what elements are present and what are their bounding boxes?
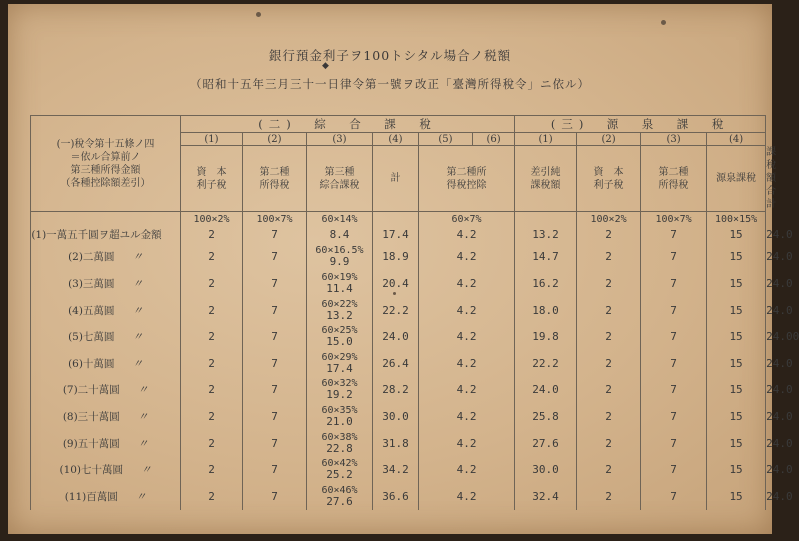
capital-interest-tax-cell: 2 [181, 403, 243, 430]
source-withholding-tax-cell: 15 [707, 243, 766, 270]
source-capital-interest-tax-cell: 2 [577, 377, 641, 404]
col-number: (4) [373, 133, 419, 146]
source-capital-interest-tax-cell: 2 [577, 403, 641, 430]
third-class-formula: 60×19% [321, 271, 358, 283]
formula-cell [515, 212, 577, 227]
col-header-source-second-class-tax: 第二種 所得稅 [641, 146, 707, 212]
total-cell: 18.9 [373, 243, 419, 270]
source-withholding-tax-cell: 15 [707, 323, 766, 350]
source-capital-interest-tax-cell: 2 [577, 270, 641, 297]
ditto-mark: 〃 [137, 411, 149, 424]
title-mark: ◆ [322, 61, 329, 71]
third-class-value: 25.2 [326, 468, 353, 482]
formula-cell: 100×7% [641, 212, 707, 227]
pin-hole [256, 12, 261, 17]
net-tax-cell: 18.0 [515, 297, 577, 324]
net-tax-cell: 16.2 [515, 270, 577, 297]
third-class-formula: 60×22% [321, 298, 358, 310]
income-bracket-cell [31, 297, 181, 324]
table-row: (2)二萬圓 〃 2 7 60×16.5% 9.9 18.9 4.2 14.7 2 7 15 24.0 [31, 243, 766, 270]
income-bracket-label: (5)七萬圓 [68, 331, 115, 344]
deduction-cell: 4.2 [419, 270, 515, 297]
income-bracket-label: (11)百萬圓 [64, 491, 118, 504]
table-row: (8)三十萬圓 〃 2 7 60×35% 21.0 30.0 4.2 25.8 2 7 15 24.0 [31, 403, 766, 430]
formula-cell: 100×15% [707, 212, 766, 227]
income-bracket-label: (1)一萬五千圓ヲ超ユル金額 [31, 229, 162, 242]
third-class-value: 27.6 [326, 495, 353, 509]
document-page [8, 4, 799, 534]
source-capital-interest-tax-cell: 2 [577, 430, 641, 457]
col-number: (2) [243, 133, 307, 146]
second-class-tax-cell: 7 [243, 430, 307, 457]
source-second-class-tax-cell: 7 [641, 430, 707, 457]
net-tax-cell: 22.2 [515, 350, 577, 377]
second-class-tax-cell: 7 [243, 377, 307, 404]
source-capital-interest-tax-cell: 2 [577, 297, 641, 324]
capital-interest-tax-cell: 2 [181, 323, 243, 350]
source-withholding-tax-cell: 15 [707, 297, 766, 324]
source-second-class-tax-cell: 7 [641, 403, 707, 430]
third-class-value: 8.4 [329, 227, 350, 241]
income-bracket-cell [31, 243, 181, 270]
net-tax-cell: 24.0 [515, 377, 577, 404]
col-number: (1) [515, 133, 577, 146]
income-bracket-cell [31, 323, 181, 350]
col-header-capital-interest-tax: 資 本 利子稅 [181, 146, 243, 212]
net-tax-cell: 19.8 [515, 323, 577, 350]
table-row: (5)七萬圓 〃 2 7 60×25% 15.0 24.0 4.2 19.8 2 7 15 24.00 [31, 323, 766, 350]
third-class-value: 21.0 [326, 415, 353, 429]
total-cell: 22.2 [373, 297, 419, 324]
source-second-class-tax-cell: 7 [641, 270, 707, 297]
ditto-mark: 〃 [132, 331, 143, 344]
col-header-source-capital-interest-tax: 資 本 利子稅 [577, 146, 641, 212]
total-cell: 17.4 [373, 226, 419, 243]
net-tax-cell: 32.4 [515, 483, 577, 510]
deduction-cell: 4.2 [419, 377, 515, 404]
source-withholding-tax-cell: 15 [707, 270, 766, 297]
total-cell: 36.6 [373, 483, 419, 510]
third-class-formula: 60×32% [321, 378, 358, 390]
total-cell: 28.2 [373, 377, 419, 404]
third-class-value: 9.9 [329, 255, 350, 269]
deduction-cell: 4.2 [419, 350, 515, 377]
source-second-class-tax-cell: 7 [641, 243, 707, 270]
total-cell: 26.4 [373, 350, 419, 377]
source-capital-interest-tax-cell: 2 [577, 226, 641, 243]
table-body [31, 212, 799, 511]
capital-interest-tax-cell: 2 [181, 457, 243, 484]
corner-header: (一)稅令第十五條ノ四 ＝依ル合算前ノ 第三種所得金額 （各種控除額差引） [31, 116, 181, 212]
source-capital-interest-tax-cell: 2 [577, 350, 641, 377]
col-header-net-tax: 差引純 課稅額 [515, 146, 577, 212]
col-number: (1) [181, 133, 243, 146]
income-bracket-label: (7)二十萬圓 [62, 384, 120, 397]
ditto-mark: 〃 [137, 437, 149, 450]
source-second-class-tax-cell: 7 [641, 297, 707, 324]
third-class-tax-cell [307, 350, 373, 377]
col-header-second-class-income-tax: 第二種 所得稅 [243, 146, 307, 212]
income-bracket-cell [31, 226, 181, 243]
ditto-mark: 〃 [132, 251, 143, 264]
third-class-tax-cell [307, 226, 373, 243]
third-class-tax-cell [307, 457, 373, 484]
formula-cell: 60×14% [307, 212, 373, 227]
second-class-tax-cell: 7 [243, 350, 307, 377]
source-withholding-tax-cell: 15 [707, 350, 766, 377]
col-header-deduction: 第二種所 得稅控除 [419, 146, 515, 212]
col-number: (3) [307, 133, 373, 146]
ditto-mark: 〃 [141, 464, 152, 477]
formula-cell: 100×2% [181, 212, 243, 227]
deduction-cell: 4.2 [419, 403, 515, 430]
deduction-cell: 4.2 [419, 243, 515, 270]
capital-interest-tax-cell: 2 [181, 243, 243, 270]
third-class-formula: 60×25% [321, 325, 358, 337]
total-cell: 31.8 [373, 430, 419, 457]
col-number: (4) [707, 133, 766, 146]
net-tax-cell: 30.0 [515, 457, 577, 484]
third-class-tax-cell [307, 483, 373, 510]
second-class-tax-cell: 7 [243, 270, 307, 297]
source-withholding-tax-cell: 15 [707, 403, 766, 430]
third-class-formula: 60×42% [321, 458, 358, 470]
second-class-tax-cell: 7 [243, 243, 307, 270]
deduction-cell: 4.2 [419, 457, 515, 484]
income-bracket-label: (8)三十萬圓 [62, 411, 120, 424]
third-class-tax-cell [307, 243, 373, 270]
income-bracket-label: (2)二萬圓 [68, 251, 115, 264]
third-class-value: 17.4 [326, 361, 353, 375]
third-class-tax-cell [307, 270, 373, 297]
second-class-tax-cell: 7 [243, 297, 307, 324]
table-row: (9)五十萬圓 〃 2 7 60×38% 22.8 31.8 4.2 27.6 2 7 15 24.0 [31, 430, 766, 457]
net-tax-cell: 13.2 [515, 226, 577, 243]
second-class-tax-cell: 7 [243, 226, 307, 243]
source-capital-interest-tax-cell: 2 [577, 243, 641, 270]
third-class-formula: 60×38% [321, 431, 358, 443]
income-bracket-cell [31, 457, 181, 484]
table-row: (10)七十萬圓 〃 2 7 60×42% 25.2 34.2 4.2 30.0 2 7 15 24.0 [31, 457, 766, 484]
total-cell: 24.0 [373, 323, 419, 350]
income-bracket-cell [31, 270, 181, 297]
capital-interest-tax-cell: 2 [181, 483, 243, 510]
total-cell: 30.0 [373, 403, 419, 430]
col-number: (3) [641, 133, 707, 146]
third-class-tax-cell [307, 377, 373, 404]
table-row: (1)一萬五千圓ヲ超ユル金額 2 7 8.4 17.4 4.2 13.2 2 7 15 24.0 [31, 226, 766, 243]
capital-interest-tax-cell: 2 [181, 377, 243, 404]
source-capital-interest-tax-cell: 2 [577, 457, 641, 484]
capital-interest-tax-cell: 2 [181, 430, 243, 457]
col-header-source-withholding-tax: 源泉課稅 [707, 146, 766, 212]
third-class-value: 19.2 [326, 388, 353, 402]
table-row: (11)百萬圓 〃 2 7 60×46% 27.6 36.6 4.2 32.4 2 7 15 24.0 [31, 483, 766, 510]
source-second-class-tax-cell: 7 [641, 226, 707, 243]
third-class-formula: 60×29% [321, 351, 358, 363]
source-second-class-tax-cell: 7 [641, 377, 707, 404]
third-class-tax-cell [307, 430, 373, 457]
third-class-value: 15.0 [326, 335, 353, 349]
net-tax-cell: 25.8 [515, 403, 577, 430]
pin-hole [661, 20, 666, 25]
deduction-cell: 4.2 [419, 483, 515, 510]
deduction-cell: 4.2 [419, 297, 515, 324]
second-class-tax-cell: 7 [243, 457, 307, 484]
income-bracket-cell [31, 430, 181, 457]
source-second-class-tax-cell: 7 [641, 483, 707, 510]
source-tax-group-header: (三) 源 泉 課 稅 [515, 116, 766, 133]
total-cell: 34.2 [373, 457, 419, 484]
income-bracket-cell [31, 377, 181, 404]
deduction-cell: 4.2 [419, 226, 515, 243]
col-header-total: 計 [373, 146, 419, 212]
col-header-third-class-combined-tax: 第三種 綜合課稅 [307, 146, 373, 212]
col-number: (2) [577, 133, 641, 146]
source-withholding-tax-cell: 15 [707, 457, 766, 484]
formula-cell [373, 212, 419, 227]
net-tax-cell: 27.6 [515, 430, 577, 457]
formula-cell: 60×7% [419, 212, 515, 227]
third-class-formula: 60×46% [321, 485, 358, 497]
third-class-formula: 60×35% [321, 405, 358, 417]
table-row: (3)三萬圓 〃 2 7 60×19% 11.4 20.4 4.2 16.2 2 7 15 24.0 [31, 270, 766, 297]
ditto-mark: 〃 [137, 384, 149, 397]
income-bracket-label: (9)五十萬圓 [62, 437, 120, 450]
formula-row [31, 212, 766, 227]
capital-interest-tax-cell: 2 [181, 297, 243, 324]
source-second-class-tax-cell: 7 [641, 350, 707, 377]
third-class-tax-cell [307, 403, 373, 430]
total-cell: 20.4 [373, 270, 419, 297]
ditto-mark: 〃 [132, 357, 143, 370]
income-bracket-cell [31, 483, 181, 510]
third-class-formula: 60×16.5% [315, 245, 364, 257]
income-bracket-label: (6)十萬圓 [68, 357, 115, 370]
third-class-value: 11.4 [326, 281, 353, 295]
ditto-mark: 〃 [135, 491, 147, 504]
source-second-class-tax-cell: 7 [641, 323, 707, 350]
capital-interest-tax-cell: 2 [181, 226, 243, 243]
third-class-value: 13.2 [326, 308, 353, 322]
income-bracket-cell [31, 403, 181, 430]
third-class-tax-cell [307, 323, 373, 350]
comprehensive-tax-group-header: (二) 綜 合 課 稅 [181, 116, 515, 133]
document-title: 銀行預金利子ヲ100トシタル場合ノ税額 [268, 48, 512, 63]
deduction-cell: 4.2 [419, 430, 515, 457]
second-class-tax-cell: 7 [243, 403, 307, 430]
tax-table: (一)稅令第十五條ノ四 ＝依ル合算前ノ 第三種所得金額 （各種控除額差引） (二) 綜 合 課 稅 (三) 源 泉 課 稅 (1) (2) (3) (4) (5) (6) (1) (2) (3) (4) 資 本 利子稅 第二種 所得稅 第三種 綜合課稅 計 第二種所 得稅控除 差引純 課稅額 資 本 利子稅 第二種 所得稅 源泉課稅 課稅額 合 計 100×2% 100×7% 60×14% 60×7% 100×2% 100×7% 100×15% (1)一萬五千圓ヲ超ユル金額 2 7 8.4 17.4 4.2 13.2 2 7 15 24.0 (2)二萬圓 〃 2 7 60×16.5% 9.9 18.9 4.2 14.7 2 7 15 24.0 (3)三萬圓 〃 2 7 60×19% 11.4 20.4 4.2 16.2 2 7 15 24.0 (4)五萬圓 〃 2 7 60×22% 13.2 22.2 4.2 18.0 2 7 15 24.0 (5)七萬圓 〃 2 7 60×25% 15.0 24.0 4.2 19.8 2 7 15 24.00 (6)十萬圓 〃 2 7 60×29% 17.4 26.4 4.2 22.2 2 7 15 24.0 (7)二十萬圓 〃 2 7 60×32% 19.2 28.2 4.2 24.0 2 7 15 24.0 (8)三十萬圓 〃 2 7 60×35% 21.0 30.0 4.2 25.8 2 7 15 24.0 (9)五十萬圓 〃 2 7 60×38% 22.8 31.8 4.2 27.6 2 7 15 24.0 (10)七十萬圓 〃 2 7 60×42% 25.2 34.2 4.2 30.0 2 7 15 24.0 (11)百萬圓 〃 2 7 60×46% 27.6 36.6 4.2 32.4 2 7 15 24.0 [31, 117, 799, 509]
capital-interest-tax-cell: 2 [181, 350, 243, 377]
source-capital-interest-tax-cell: 2 [577, 323, 641, 350]
income-bracket-cell [31, 350, 181, 377]
table-row: (6)十萬圓 〃 2 7 60×29% 17.4 26.4 4.2 22.2 2 7 15 24.0 [31, 350, 766, 377]
income-bracket-label: (3)三萬圓 [68, 277, 115, 290]
income-bracket-label: (10)七十萬圓 [59, 464, 124, 477]
col-number: (6) [473, 133, 515, 146]
second-class-tax-cell: 7 [243, 483, 307, 510]
third-class-value: 22.8 [326, 441, 353, 455]
ditto-mark: 〃 [132, 304, 143, 317]
second-class-tax-cell: 7 [243, 323, 307, 350]
income-bracket-label: (4)五萬圓 [68, 304, 115, 317]
col-number: (5) [419, 133, 473, 146]
formula-cell: 100×2% [577, 212, 641, 227]
source-capital-interest-tax-cell: 2 [577, 483, 641, 510]
table-row: (4)五萬圓 〃 2 7 60×22% 13.2 22.2 4.2 18.0 2 7 15 24.0 [31, 297, 766, 324]
ditto-mark: 〃 [132, 277, 143, 290]
source-second-class-tax-cell: 7 [641, 457, 707, 484]
table-row: (7)二十萬圓 〃 2 7 60×32% 19.2 28.2 4.2 24.0 2 7 15 24.0 [31, 377, 766, 404]
net-tax-cell: 14.7 [515, 243, 577, 270]
deduction-cell: 4.2 [419, 323, 515, 350]
source-withholding-tax-cell: 15 [707, 377, 766, 404]
third-class-tax-cell [307, 297, 373, 324]
source-withholding-tax-cell: 15 [707, 430, 766, 457]
source-withholding-tax-cell: 15 [707, 226, 766, 243]
source-withholding-tax-cell: 15 [707, 483, 766, 510]
document-subtitle: （昭和十五年三月三十一日律令第一號ヲ改正「臺灣所得稅令」ニ依ル） [190, 77, 590, 91]
formula-cell: 100×7% [243, 212, 307, 227]
capital-interest-tax-cell: 2 [181, 270, 243, 297]
